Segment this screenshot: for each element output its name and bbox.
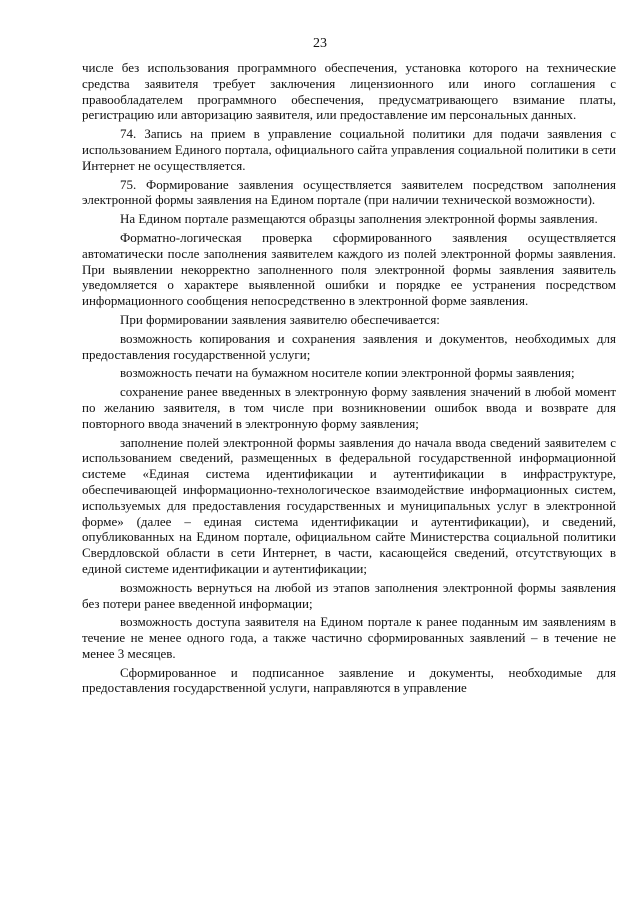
paragraph: числе без использования программного обеспечения, установка которого на технические средства заявителя требует заключения лицензионного или иного соглашения с правообладателем программного обеспечения, предусматривающего взимание платы, регистрацию или авторизацию заявителя, или предоставление им персональных данных. — [82, 60, 616, 123]
paragraph: Форматно-логическая проверка сформированного заявления осуществляется автоматически после заполнения заявителем каждого из полей электронной формы заявления. При выявлении некорректно заполненного поля электронной формы заявления заявитель уведомляется о характере выявленной ошибки и порядке ее устранения посредством информационного сообщения непосредственно в электронной форме заявления. — [82, 229, 616, 309]
document-body — [82, 60, 616, 699]
paragraph: возможность вернуться на любой из этапов заполнения электронной формы заявления без потери ранее введенной информации; — [82, 579, 616, 611]
paragraph: заполнение полей электронной формы заявления до начала ввода сведений заявителем с использованием сведений, размещенных в федеральной государственной информационной системе «Единая система идентификации и аутентификации в инфраструктуре, обеспечивающей информационно-технологическое взаимодействие информационных систем, используемых для предоставления государственных и муниципальных услуг в электронной форме» (далее – единая система идентификации и аутентификации), и сведений, опубликованных на Едином портале, официальном сайте Министерства социальной политики Свердловской области в сети Интернет, в части, касающейся сведений, отсутствующих в единой системе идентификации и аутентификации; — [82, 434, 616, 576]
paragraph: возможность печати на бумажном носителе копии электронной формы заявления; — [120, 365, 575, 381]
page-number: 23 — [313, 36, 327, 51]
paragraph: При формировании заявления заявителю обеспечивается: — [120, 311, 440, 327]
paragraph: Сформированное и подписанное заявление и документы, необходимые для предоставления государственной услуги, направляются в управление — [82, 664, 616, 696]
paragraph: На Едином портале размещаются образцы заполнения электронной формы заявления. — [120, 211, 598, 227]
paragraph: 75. Формирование заявления осуществляется заявителем посредством заполнения электронной формы заявления на Едином портале (при наличии технической возможности). — [82, 176, 616, 208]
paragraph: 74. Запись на прием в управление социальной политики для подачи заявления с использованием Единого портала, официального сайта управления социальной политики в сети Интернет не осуществляется. — [82, 126, 616, 173]
paragraph: возможность копирования и сохранения заявления и документов, необходимых для предоставления государственной услуги; — [82, 330, 616, 362]
paragraph: возможность доступа заявителя на Едином портале к ранее поданным им заявлениям в течение не менее одного года, а также частично сформированных заявлений – в течение не менее 3 месяцев. — [82, 614, 616, 661]
paragraph: сохранение ранее введенных в электронную форму заявления значений в любой момент по желанию заявителя, в том числе при возникновении ошибок ввода и возврате для повторного ввода значений в электронную форму заявления; — [82, 384, 616, 431]
